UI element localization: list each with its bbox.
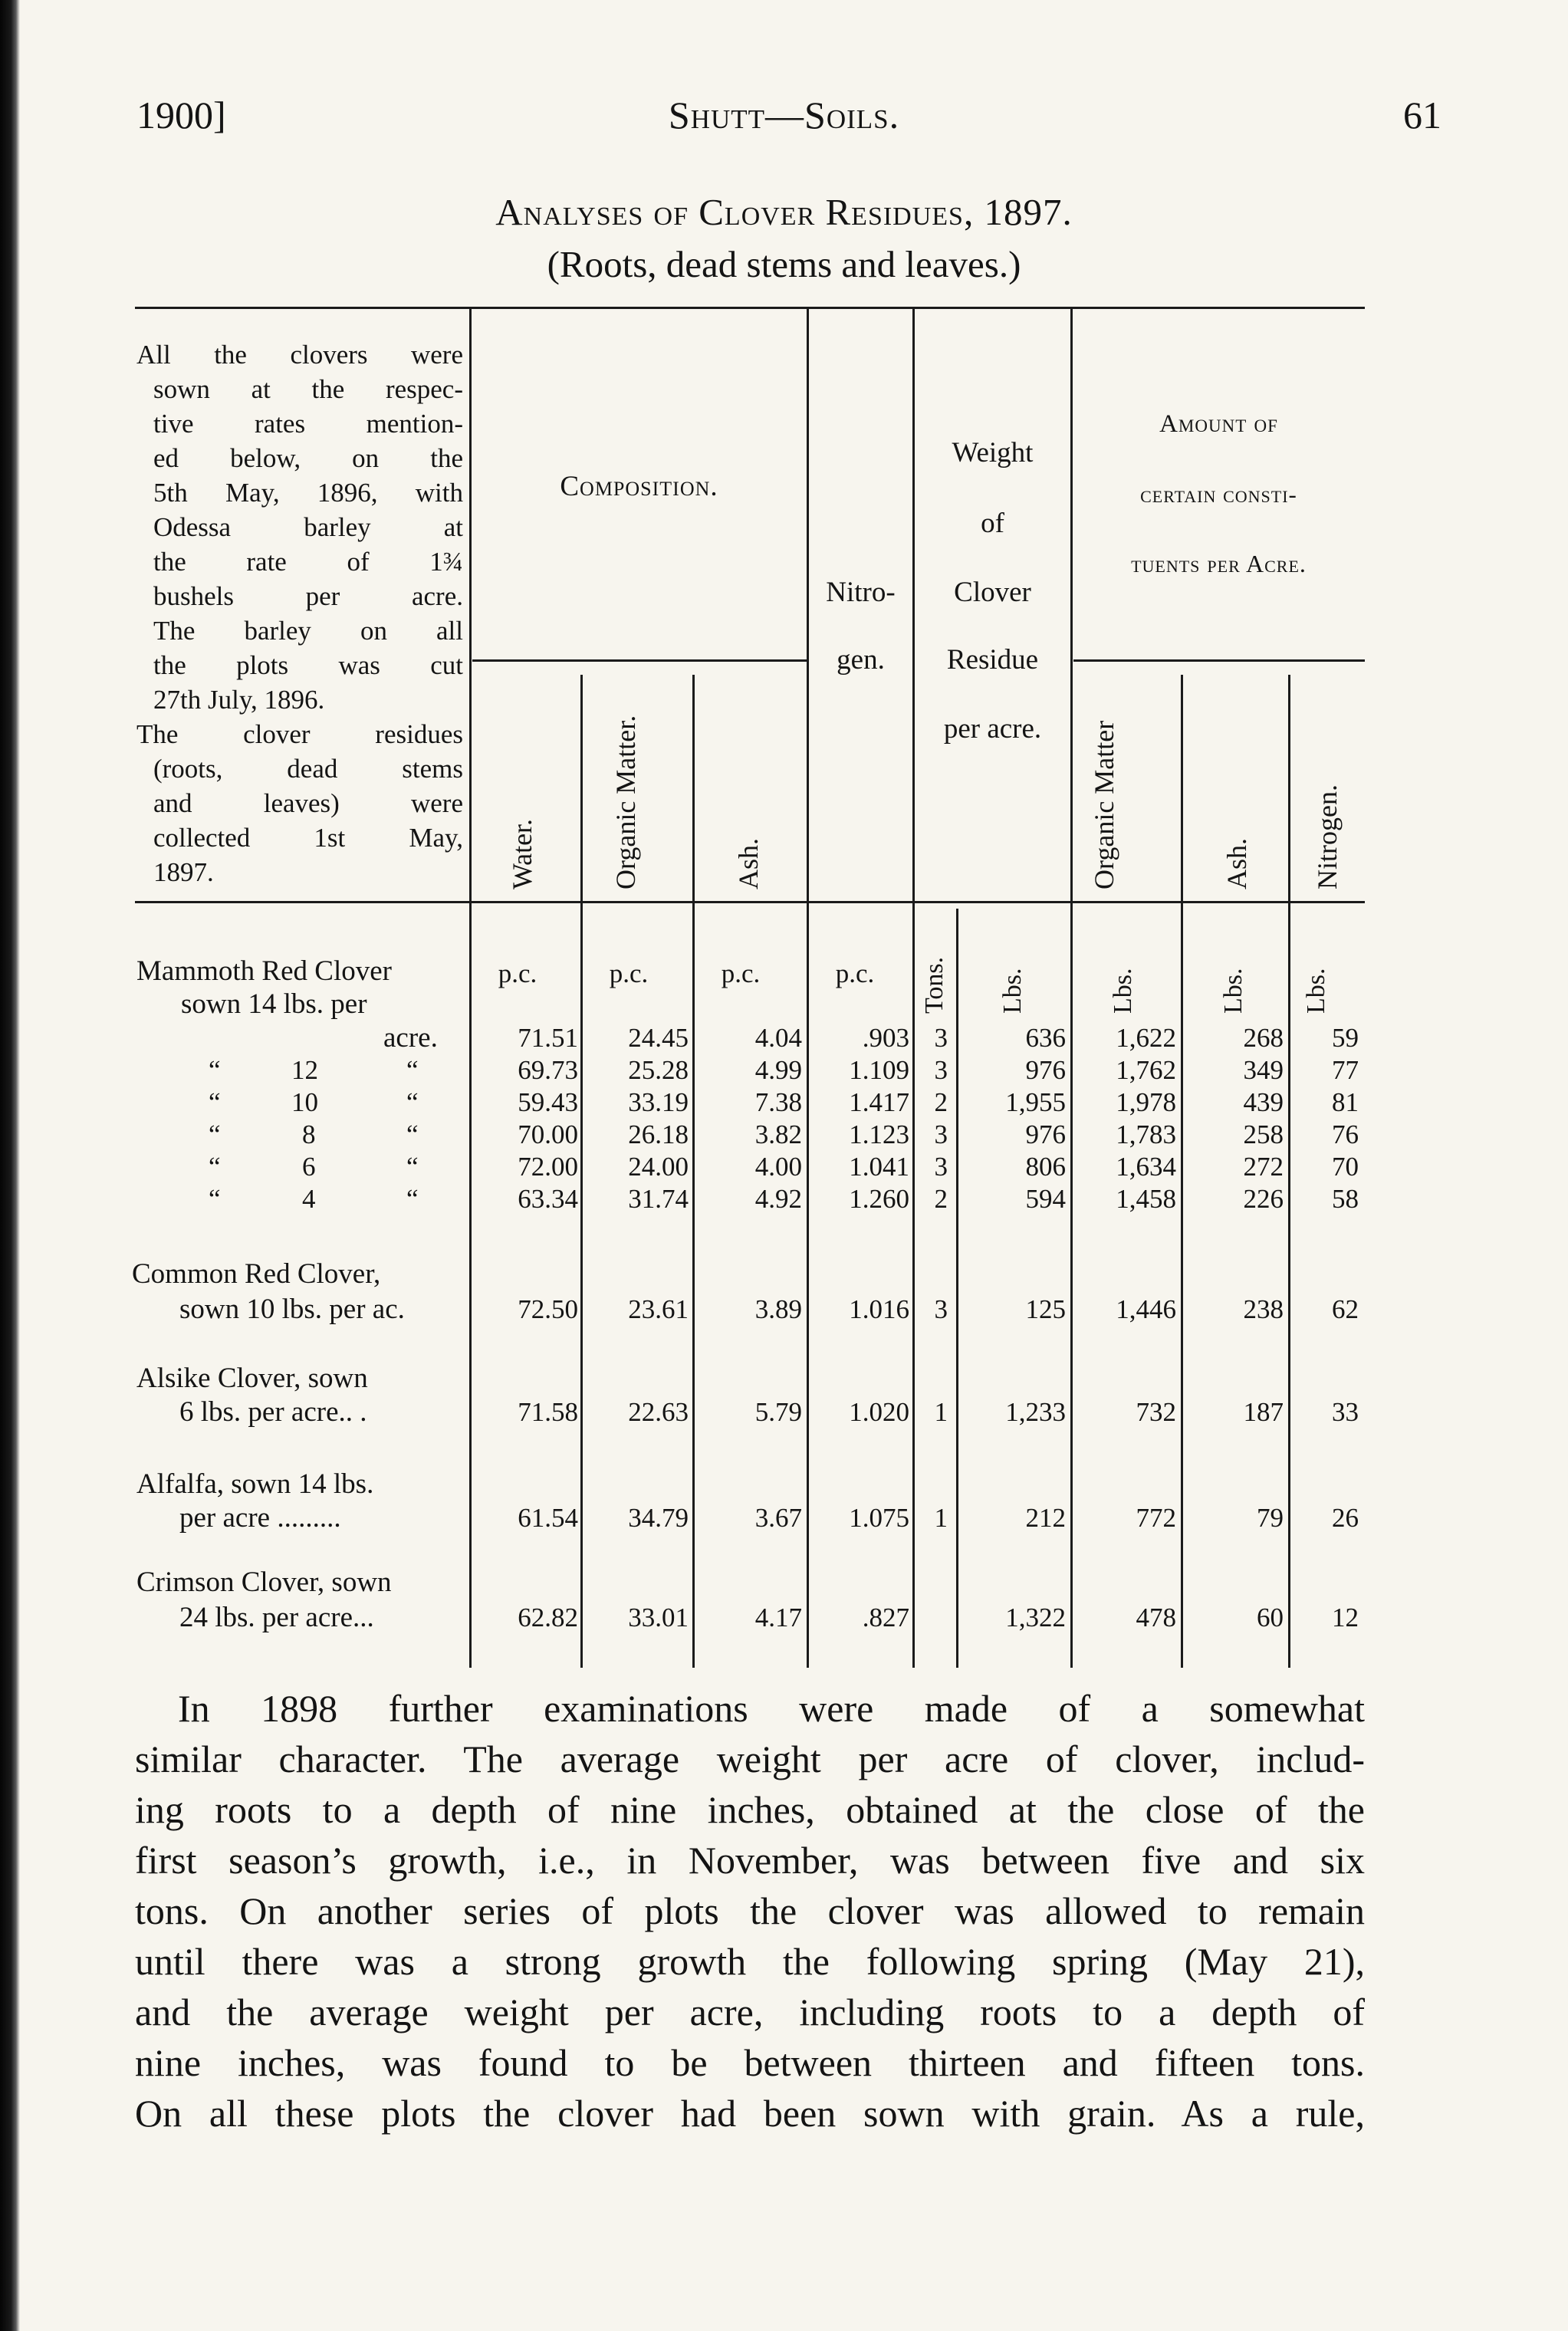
table-note bbox=[136, 337, 463, 889]
amount-ash-header: Ash. bbox=[1221, 837, 1252, 889]
cell-amount-ash: 226 bbox=[1243, 1184, 1284, 1214]
ditto-mark: “ bbox=[406, 1184, 419, 1214]
note-line: (roots, dead stems bbox=[153, 754, 463, 784]
cell-water: 59.43 bbox=[518, 1087, 578, 1117]
ditto-mark: “ bbox=[209, 1119, 221, 1149]
cell-tons: 3 bbox=[934, 1119, 948, 1149]
cell-tons: 2 bbox=[934, 1087, 948, 1117]
page-number: 61 bbox=[1403, 94, 1441, 136]
cell-amount-ash: 349 bbox=[1243, 1055, 1284, 1085]
cell-nitrogen: 1.016 bbox=[849, 1294, 909, 1324]
cell-amount-organic: 1,446 bbox=[1116, 1294, 1176, 1324]
paragraph-line: and the average weight per acre, including roots to a depth of bbox=[135, 1991, 1365, 2033]
ditto-rate: 4 bbox=[302, 1184, 316, 1214]
cell-lbs: 125 bbox=[1025, 1294, 1066, 1324]
cell-amount-nitrogen: 76 bbox=[1332, 1119, 1359, 1149]
ditto-rate: 6 bbox=[302, 1152, 316, 1182]
ditto-mark: “ bbox=[209, 1152, 221, 1182]
row-label-alsike: Alsike Clover, sown bbox=[136, 1363, 368, 1394]
body-paragraph bbox=[135, 1683, 1365, 2139]
cell-tons: 3 bbox=[934, 1152, 948, 1182]
amount-header-line: Amount of bbox=[1159, 410, 1278, 438]
cell-amount-ash: 258 bbox=[1243, 1119, 1284, 1149]
row-label-mammoth: Mammoth Red Clover bbox=[136, 955, 392, 987]
cell-ash: 4.00 bbox=[754, 1152, 802, 1182]
ditto-mark: “ bbox=[406, 1119, 419, 1149]
cell-amount-organic: 1,634 bbox=[1116, 1152, 1176, 1182]
paragraph-line: first season’s growth, i.e., in November, was between five and six bbox=[135, 1839, 1365, 1882]
ditto-mark: “ bbox=[209, 1087, 221, 1117]
row-label-crimson: Crimson Clover, sown bbox=[136, 1567, 392, 1598]
cell-ash: 3.67 bbox=[754, 1503, 802, 1533]
weight-header-line: Residue bbox=[946, 644, 1039, 676]
unit-amt-nitrogen: Lbs. bbox=[1302, 968, 1330, 1014]
cell-organic-matter: 25.28 bbox=[628, 1055, 689, 1085]
header-title: Shutt—Soils. bbox=[668, 94, 900, 136]
organic-matter-header: Organic Matter. bbox=[610, 715, 641, 889]
note-line: The clover residues bbox=[136, 719, 463, 749]
nitrogen-header-line2: gen. bbox=[837, 644, 885, 676]
unit-tons: Tons. bbox=[920, 956, 948, 1014]
note-line: the rate of 1¾ bbox=[153, 547, 463, 577]
weight-header-line: per acre. bbox=[943, 713, 1042, 745]
cell-amount-ash: 439 bbox=[1243, 1087, 1284, 1117]
note-line: the plots was cut bbox=[153, 650, 463, 680]
cell-nitrogen: 1.123 bbox=[849, 1119, 909, 1149]
cell-amount-ash: 60 bbox=[1257, 1603, 1284, 1632]
row-label-mammoth-rate: sown 14 lbs. per bbox=[181, 988, 367, 1020]
cell-organic-matter: 34.79 bbox=[628, 1503, 689, 1533]
composition-rule bbox=[472, 659, 807, 662]
cell-water: 70.00 bbox=[518, 1119, 578, 1149]
table-subtitle: (Roots, dead stems and leaves.) bbox=[547, 243, 1021, 285]
ditto-rate: 12 bbox=[291, 1055, 318, 1085]
amount-rule bbox=[1073, 659, 1365, 662]
cell-nitrogen: 1.075 bbox=[849, 1503, 909, 1533]
amount-header-line: certain consti- bbox=[1140, 481, 1297, 508]
ditto-rate: 8 bbox=[302, 1119, 316, 1149]
cell-nitrogen: 1.109 bbox=[849, 1055, 909, 1085]
cell-organic-matter: 33.01 bbox=[628, 1603, 689, 1632]
cell-ash: 3.82 bbox=[754, 1119, 802, 1149]
cell-amount-nitrogen: 81 bbox=[1332, 1087, 1359, 1117]
cell-amount-organic: 1,978 bbox=[1116, 1087, 1176, 1117]
cell-amount-ash: 238 bbox=[1243, 1294, 1284, 1324]
cell-organic-matter: 22.63 bbox=[628, 1397, 689, 1427]
nitrogen-header-line1: Nitro- bbox=[826, 577, 896, 608]
cell-amount-organic: 1,762 bbox=[1116, 1055, 1176, 1085]
cell-lbs: 594 bbox=[1025, 1184, 1066, 1214]
cell-water: 69.73 bbox=[518, 1055, 578, 1085]
cell-amount-organic: 772 bbox=[1136, 1503, 1176, 1533]
paragraph-line: tons. On another series of plots the clover was allowed to remain bbox=[135, 1889, 1365, 1932]
weight-header-line: Clover bbox=[954, 577, 1031, 608]
cell-amount-organic: 1,458 bbox=[1116, 1184, 1176, 1214]
amount-nitrogen-header: Nitrogen. bbox=[1312, 784, 1343, 889]
cell-amount-nitrogen: 77 bbox=[1332, 1055, 1359, 1085]
cell-water: 71.51 bbox=[518, 1023, 578, 1053]
cell-water: 72.00 bbox=[518, 1152, 578, 1182]
cell-organic-matter: 24.45 bbox=[628, 1023, 689, 1053]
cell-organic-matter: 26.18 bbox=[628, 1119, 689, 1149]
cell-amount-nitrogen: 59 bbox=[1332, 1023, 1359, 1053]
note-line: collected 1st May, bbox=[153, 823, 463, 853]
paragraph-line: On all these plots the clover had been sown with grain. As a rule, bbox=[135, 2092, 1365, 2135]
composition-header: Composition. bbox=[560, 471, 718, 502]
unit-amt-ash: Lbs. bbox=[1219, 968, 1247, 1014]
cell-amount-ash: 272 bbox=[1243, 1152, 1284, 1182]
cell-lbs: 636 bbox=[1025, 1023, 1066, 1053]
table-top-rule bbox=[135, 307, 1365, 309]
cell-nitrogen: .903 bbox=[862, 1023, 909, 1053]
paragraph-line: nine inches, was found to be between thirteen and fifteen tons. bbox=[135, 2041, 1365, 2084]
cell-nitrogen: 1.260 bbox=[849, 1184, 909, 1214]
cell-amount-organic: 1,783 bbox=[1116, 1119, 1176, 1149]
cell-lbs: 1,955 bbox=[1005, 1087, 1066, 1117]
note-line: 27th July, 1896. bbox=[153, 685, 325, 715]
cell-lbs: 976 bbox=[1025, 1055, 1066, 1085]
note-line: sown at the respec- bbox=[153, 374, 463, 404]
cell-tons: 3 bbox=[934, 1023, 948, 1053]
cell-amount-nitrogen: 12 bbox=[1332, 1603, 1359, 1632]
cell-water: 71.58 bbox=[518, 1397, 578, 1427]
cell-tons: 3 bbox=[934, 1294, 948, 1324]
unit-nitrogen: p.c. bbox=[835, 958, 875, 988]
ditto-mark: “ bbox=[406, 1055, 419, 1085]
table-title: Analyses of Clover Residues, 1897. bbox=[495, 191, 1073, 233]
unit-lbs: Lbs. bbox=[998, 968, 1027, 1014]
note-line: and leaves) were bbox=[153, 788, 463, 818]
unit-organic: p.c. bbox=[609, 958, 649, 988]
cell-lbs: 212 bbox=[1025, 1503, 1066, 1533]
cell-organic-matter: 33.19 bbox=[628, 1087, 689, 1117]
unit-ash: p.c. bbox=[721, 958, 761, 988]
note-line: ed below, on the bbox=[153, 443, 463, 473]
ditto-rate: 10 bbox=[291, 1087, 318, 1117]
page-binding-edge bbox=[0, 0, 20, 2331]
cell-ash: 7.38 bbox=[754, 1087, 802, 1117]
row-label-common: Common Red Clover, bbox=[132, 1258, 381, 1290]
note-line: 5th May, 1896, with bbox=[153, 478, 463, 508]
cell-tons: 1 bbox=[934, 1503, 948, 1533]
cell-lbs: 976 bbox=[1025, 1119, 1066, 1149]
cell-nitrogen: .827 bbox=[862, 1603, 909, 1632]
weight-header-line: of bbox=[981, 508, 1004, 539]
cell-ash: 5.79 bbox=[754, 1397, 802, 1427]
note-line: The barley on all bbox=[153, 616, 463, 646]
note-line: bushels per acre. bbox=[153, 581, 463, 611]
cell-tons: 1 bbox=[934, 1397, 948, 1427]
cell-ash: 4.04 bbox=[754, 1023, 802, 1053]
cell-ash: 4.92 bbox=[754, 1184, 802, 1214]
cell-amount-ash: 79 bbox=[1257, 1503, 1284, 1533]
header-year: 1900] bbox=[136, 94, 226, 136]
cell-nitrogen: 1.041 bbox=[849, 1152, 909, 1182]
paragraph-line: In 1898 further examinations were made of a somewhat bbox=[178, 1687, 1365, 1730]
unit-amt-organic: Lbs. bbox=[1109, 968, 1137, 1014]
cell-tons: 3 bbox=[934, 1055, 948, 1085]
ditto-mark: “ bbox=[209, 1055, 221, 1085]
paragraph-line: until there was a strong growth the following spring (May 21), bbox=[135, 1940, 1365, 1983]
paragraph-line: similar character. The average weight per acre of clover, includ- bbox=[135, 1738, 1365, 1780]
water-header: Water. bbox=[507, 818, 537, 889]
cell-amount-nitrogen: 58 bbox=[1332, 1184, 1359, 1214]
cell-water: 62.82 bbox=[518, 1603, 578, 1632]
note-line: 1897. bbox=[153, 857, 214, 887]
paragraph-line: ing roots to a depth of nine inches, obtained at the close of the bbox=[135, 1788, 1365, 1831]
row-label-mammoth-acre: acre. bbox=[383, 1022, 438, 1054]
ditto-mark: “ bbox=[406, 1152, 419, 1182]
weight-header-line: Weight bbox=[952, 437, 1034, 469]
cell-nitrogen: 1.020 bbox=[849, 1397, 909, 1427]
cell-amount-organic: 1,622 bbox=[1116, 1023, 1176, 1053]
cell-organic-matter: 23.61 bbox=[628, 1294, 689, 1324]
cell-amount-ash: 187 bbox=[1243, 1397, 1284, 1427]
cell-water: 63.34 bbox=[518, 1184, 578, 1214]
amount-header-line: tuents per Acre. bbox=[1131, 550, 1307, 577]
amount-organic-matter-header: Organic Matter bbox=[1089, 720, 1119, 889]
cell-lbs: 1,322 bbox=[1005, 1603, 1066, 1632]
cell-amount-ash: 268 bbox=[1243, 1023, 1284, 1053]
cell-amount-nitrogen: 26 bbox=[1332, 1503, 1359, 1533]
cell-amount-nitrogen: 62 bbox=[1332, 1294, 1359, 1324]
unit-water: p.c. bbox=[498, 958, 537, 988]
row-label-alsike-rate: 6 lbs. per acre.. . bbox=[179, 1396, 367, 1428]
note-line: All the clovers were bbox=[136, 340, 463, 370]
note-line: tive rates mention- bbox=[153, 409, 463, 439]
cell-lbs: 1,233 bbox=[1005, 1397, 1066, 1427]
row-label-alfalfa-rate: per acre ......... bbox=[179, 1502, 341, 1534]
cell-ash: 3.89 bbox=[754, 1294, 802, 1324]
ditto-mark: “ bbox=[209, 1184, 221, 1214]
row-label-common-rate: sown 10 lbs. per ac. bbox=[179, 1294, 405, 1325]
cell-ash: 4.99 bbox=[754, 1055, 802, 1085]
ash-header: Ash. bbox=[733, 837, 764, 889]
cell-water: 61.54 bbox=[518, 1503, 578, 1533]
cell-amount-nitrogen: 70 bbox=[1332, 1152, 1359, 1182]
ditto-mark: “ bbox=[406, 1087, 419, 1117]
cell-amount-nitrogen: 33 bbox=[1332, 1397, 1359, 1427]
cell-lbs: 806 bbox=[1025, 1152, 1066, 1182]
row-label-crimson-rate: 24 lbs. per acre... bbox=[179, 1602, 374, 1633]
cell-ash: 4.17 bbox=[754, 1603, 802, 1632]
cell-amount-organic: 732 bbox=[1136, 1397, 1176, 1427]
cell-organic-matter: 24.00 bbox=[628, 1152, 689, 1182]
row-label-alfalfa: Alfalfa, sown 14 lbs. bbox=[136, 1468, 374, 1500]
cell-nitrogen: 1.417 bbox=[849, 1087, 909, 1117]
cell-organic-matter: 31.74 bbox=[628, 1184, 689, 1214]
cell-amount-organic: 478 bbox=[1136, 1603, 1176, 1632]
note-line: Odessa barley at bbox=[153, 512, 463, 542]
cell-tons: 2 bbox=[934, 1184, 948, 1214]
cell-water: 72.50 bbox=[518, 1294, 578, 1324]
